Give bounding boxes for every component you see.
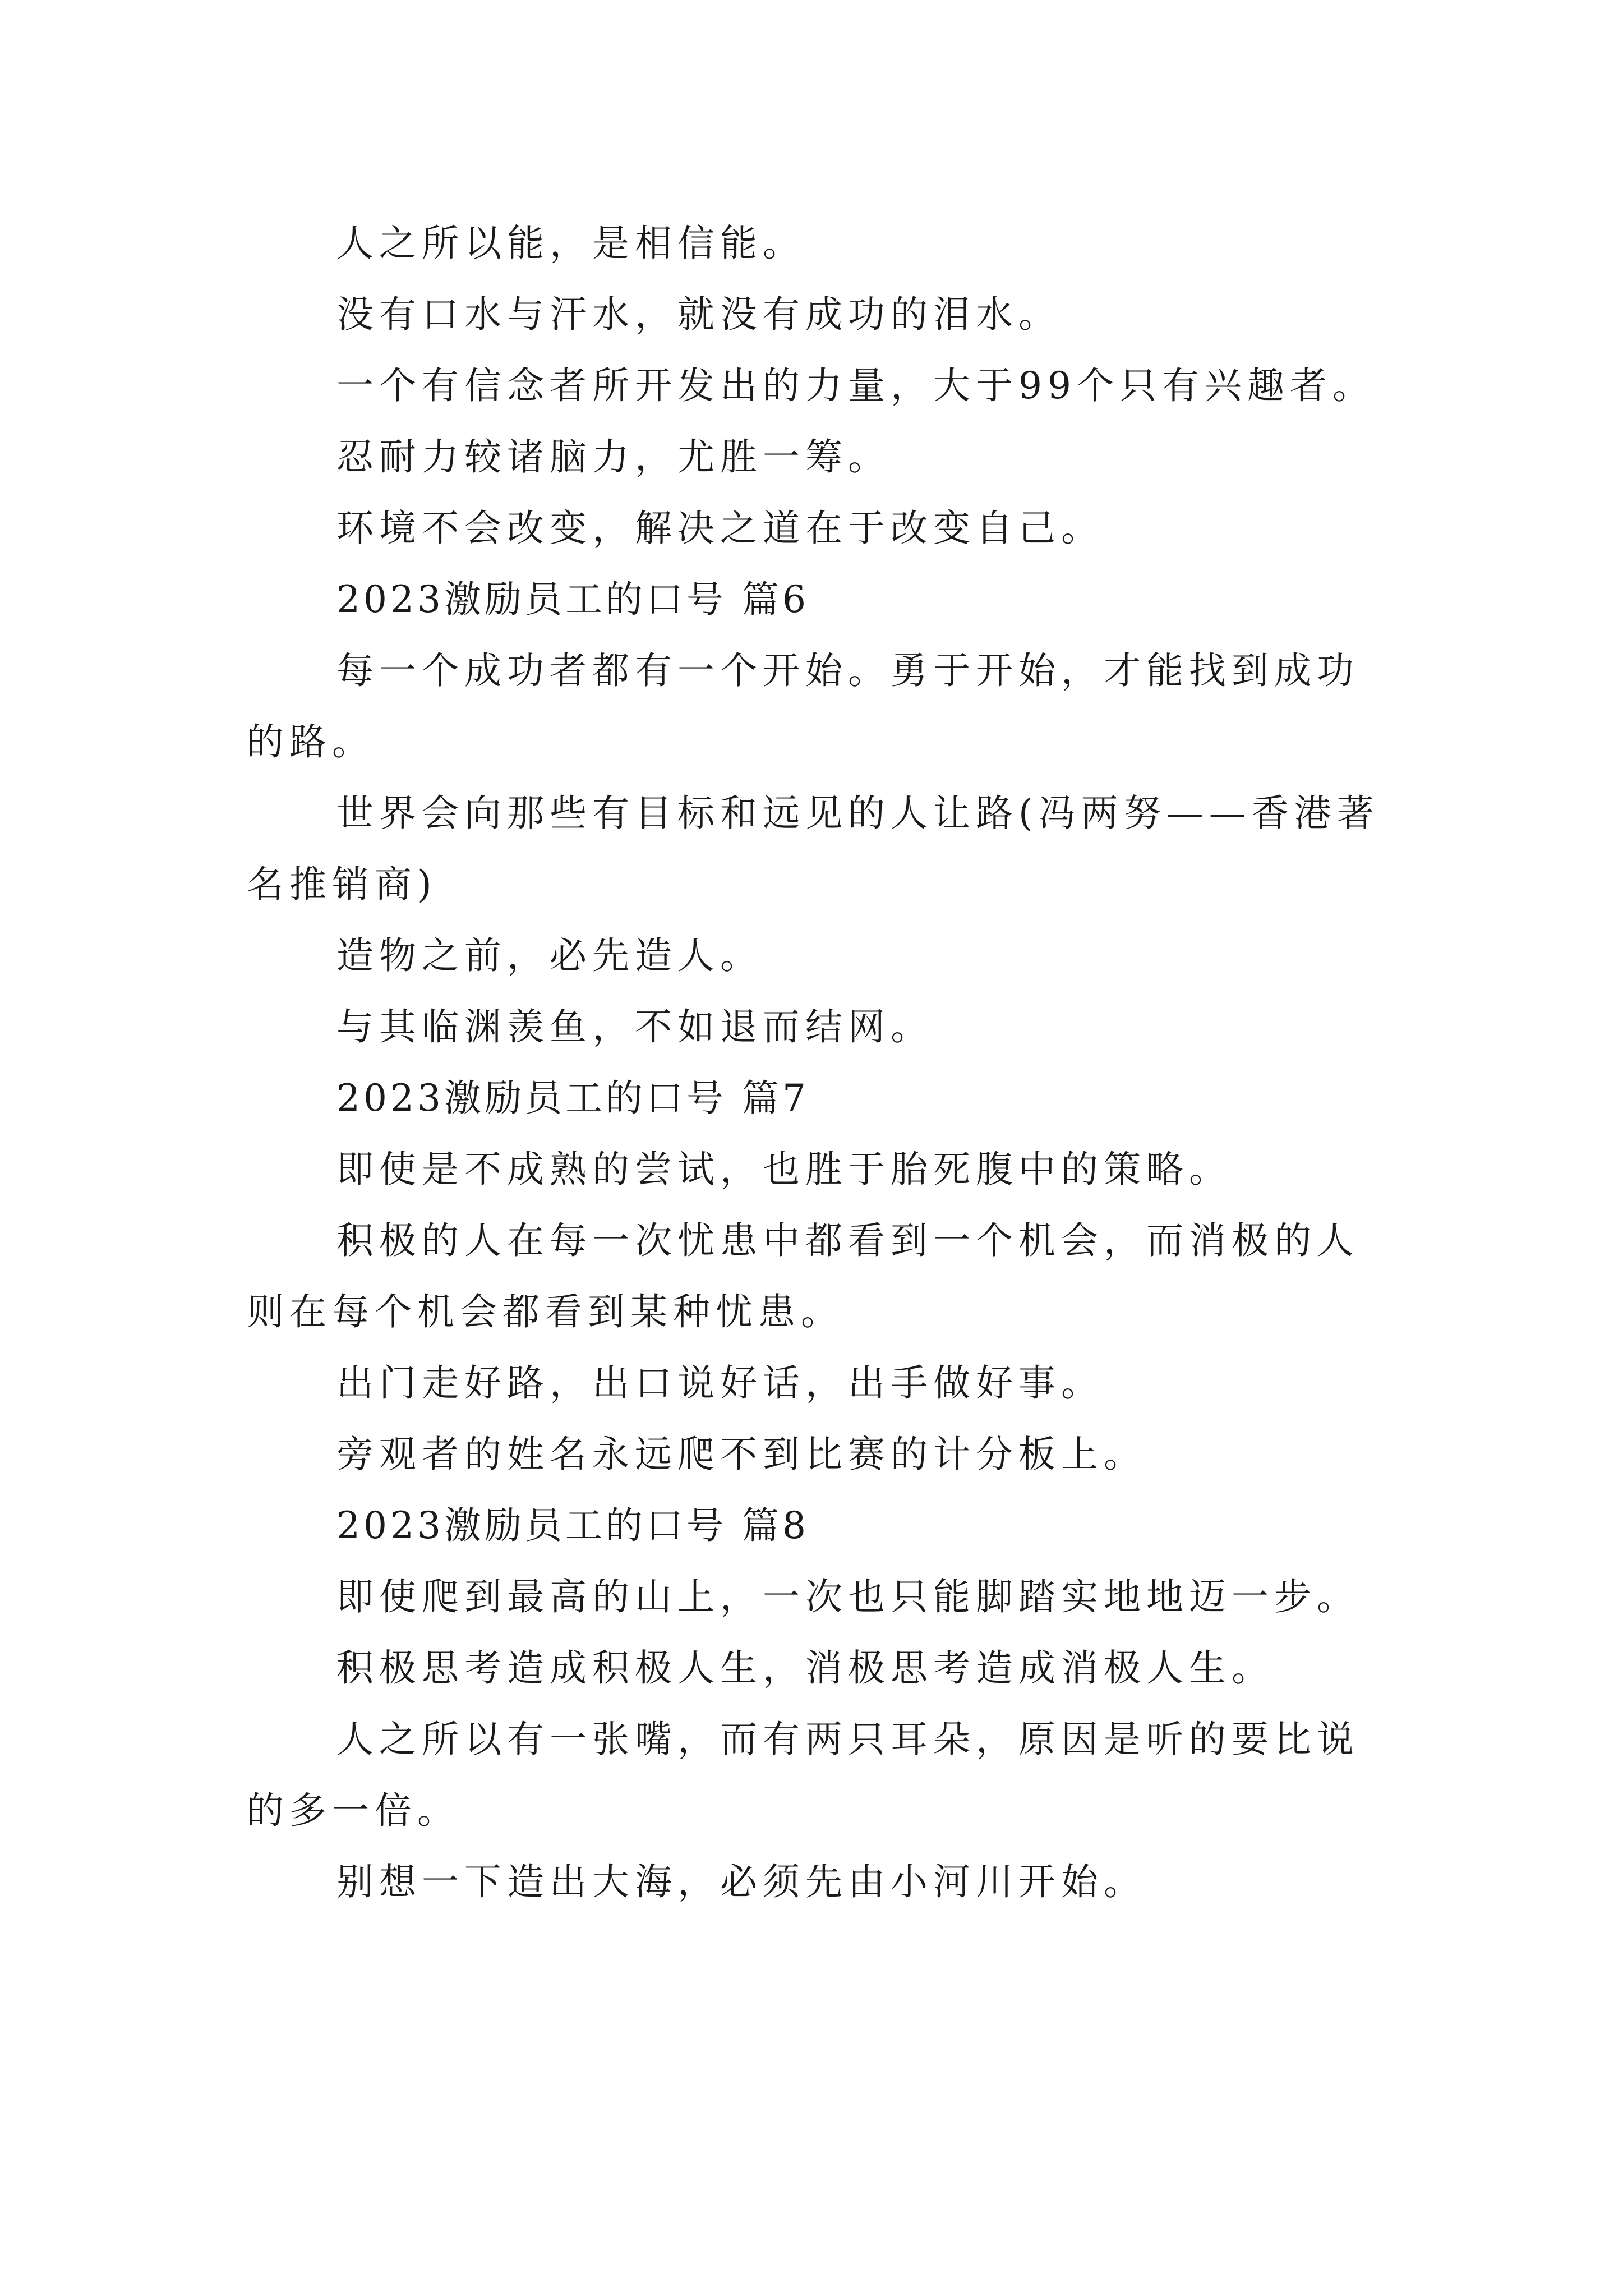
paragraph: 一个有信念者所开发出的力量，大于99个只有兴趣者。 [336,364,1375,407]
paragraph: 造物之前，必先造人。 [336,934,763,977]
paragraph: 积极思考造成积极人生，消极思考造成消极人生。 [336,1646,1274,1690]
paragraph: 即使是不成熟的尝试，也胜于胎死腹中的策略。 [336,1148,1232,1191]
document-body [247,208,1391,1917]
paragraph: 没有口水与汗水，就没有成功的泪水。 [336,293,1061,336]
paragraph: 出门走好路，出口说好话，出手做好事。 [336,1361,1104,1405]
section-heading: 2023激励员工的口号 篇7 [336,1076,809,1120]
paragraph: 每一个成功者都有一个开始。勇于开始，才能找到成功的路。 [247,649,1359,763]
paragraph: 人之所以有一张嘴，而有两只耳朵，原因是听的要比说的多一倍。 [247,1718,1359,1832]
paragraph: 人之所以能，是相信能。 [336,222,805,265]
paragraph: 旁观者的姓名永远爬不到比赛的计分板上。 [336,1433,1146,1476]
paragraph: 环境不会改变，解决之道在于改变自己。 [336,507,1104,550]
paragraph: 别想一下造出大海，必须先由小河川开始。 [336,1860,1146,1903]
section-heading: 2023激励员工的口号 篇6 [336,578,809,621]
paragraph: 即使爬到最高的山上，一次也只能脚踏实地地迈一步。 [336,1575,1359,1618]
paragraph: 与其临渊羡鱼，不如退而结网。 [336,1005,933,1048]
paragraph: 忍耐力较诸脑力，尤胜一筹。 [336,435,891,478]
section-heading: 2023激励员工的口号 篇8 [336,1504,809,1547]
paragraph: 世界会向那些有目标和远见的人让路(冯两努——香港著名推销商) [247,792,1380,906]
paragraph: 积极的人在每一次忧患中都看到一个机会，而消极的人则在每个机会都看到某种忧患。 [247,1219,1359,1333]
